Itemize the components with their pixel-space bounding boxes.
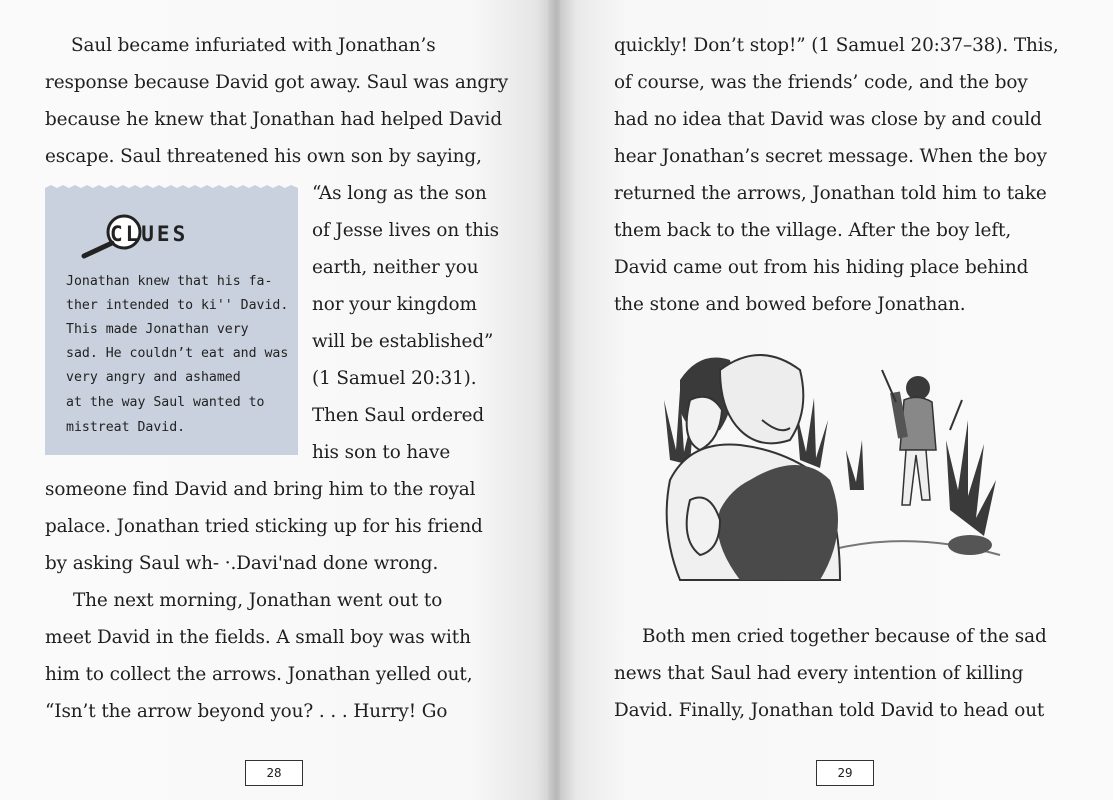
body-line: escape. Saul threatened his own son by saying, (45, 146, 482, 167)
body-line: meet David in the fields. A small boy was with (45, 627, 471, 648)
body-line: hear Jonathan’s secret message. When the boy (614, 146, 1047, 167)
body-line: them back to the village. After the boy left, (614, 220, 1012, 241)
body-line: him to collect the arrows. Jonathan yelled out, (45, 664, 473, 685)
body-line: response because David got away. Saul was angry (45, 72, 509, 93)
body-line: quickly! Don’t stop!” (1 Samuel 20:37–38). This, (614, 35, 1059, 56)
body-line: because he knew that Jonathan had helped David (45, 109, 503, 130)
clue-line: very angry and ashamed (66, 370, 241, 385)
body-line: The next morning, Jonathan went out to (73, 590, 443, 611)
body-line: Both men cried together because of the sad (642, 626, 1047, 647)
body-line: had no idea that David was close by and could (614, 109, 1042, 130)
body-line: earth, neither you (312, 257, 479, 278)
page-number: 28 (245, 760, 303, 786)
body-line: news that Saul had every intention of killing (614, 663, 1024, 684)
clue-line: mistreat David. (66, 420, 186, 435)
body-line: the stone and bowed before Jonathan. (614, 294, 966, 315)
body-line: palace. Jonathan tried sticking up for his friend (45, 516, 483, 537)
body-line: “As long as the son (312, 183, 487, 204)
body-line: (1 Samuel 20:31). (312, 368, 477, 389)
body-line: David came out from his hiding place behind (614, 257, 1029, 278)
clue-line: ther intended to ki'' David. (66, 298, 289, 313)
body-line: will be established” (312, 331, 494, 352)
body-line: Saul became infuriated with Jonathan’s (71, 35, 436, 56)
body-line: “Isn’t the arrow beyond you? . . . Hurry! Go (45, 701, 448, 722)
body-line: someone find David and bring him to the royal (45, 479, 476, 500)
clue-line: at the way Saul wanted to (66, 395, 265, 410)
body-line: of Jesse lives on this (312, 220, 500, 241)
body-line: Then Saul ordered (312, 405, 485, 426)
body-line: David. Finally, Jonathan told David to head out (614, 700, 1045, 721)
body-line: nor your kingdom (312, 294, 477, 315)
two-men-embracing-illustration (650, 340, 1020, 610)
body-line: by asking Saul wh- ·.Davi'nad done wrong. (45, 553, 439, 574)
clue-line: sad. He couldn’t eat and was (66, 346, 289, 361)
body-line: his son to have (312, 442, 451, 463)
clues-title: CLUES (110, 222, 189, 246)
ticket-edge (45, 184, 298, 192)
page-number: 29 (816, 760, 874, 786)
left-page (0, 0, 552, 800)
clue-line: Jonathan knew that his fa- (66, 274, 273, 289)
body-line: of course, was the friends’ code, and the boy (614, 72, 1028, 93)
body-line: returned the arrows, Jonathan told him to take (614, 183, 1047, 204)
clue-line: This made Jonathan very (66, 322, 249, 337)
